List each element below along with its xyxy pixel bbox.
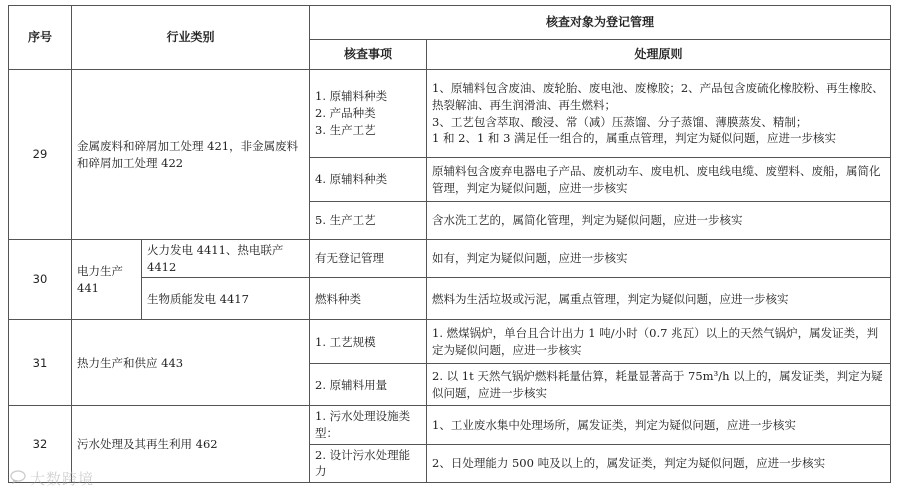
header-group: 核查对象为登记管理 [310, 6, 891, 40]
row-item: 燃料种类 [310, 278, 427, 320]
table-row [9, 406, 891, 444]
row-principle: 燃料为生活垃圾或污泥，属重点管理，判定为疑似问题，应进一步核实 [427, 278, 891, 320]
row-item: 2. 设计污水处理能力 [310, 444, 427, 482]
header-seq: 序号 [9, 6, 72, 70]
table-row [9, 70, 891, 158]
row-principle: 含水洗工艺的，属简化管理，判定为疑似问题，应进一步核实 [427, 202, 891, 240]
row-item: 4. 原辅料种类 [310, 158, 427, 202]
row-seq: 31 [9, 320, 72, 406]
row-seq: 32 [9, 406, 72, 483]
table-row [9, 278, 891, 320]
row-item: 有无登记管理 [310, 240, 427, 278]
row-principle: 如有，判定为疑似问题，应进一步核实 [427, 240, 891, 278]
header-industry: 行业类别 [72, 6, 310, 70]
row-principle: 原辅料包含废弃电器电子产品、废机动车、废电机、废电线电缆、废塑料、废船，属简化管理，判定为疑似问题，应进一步核实 [427, 158, 891, 202]
header-principle: 处理原则 [427, 40, 891, 70]
header-row [9, 6, 891, 40]
row-industry: 电力生产 441 [72, 240, 142, 320]
row-principle: 2. 以 1t 天然气锅炉燃料耗量估算，耗量显著高于 75m³/h 以上的，属发证类，判定为疑似问题，应进一步核实 [427, 364, 891, 406]
row-item: 5. 生产工艺 [310, 202, 427, 240]
row-industry: 热力生产和供应 443 [72, 320, 310, 406]
chat-bubble-icon [10, 470, 26, 488]
watermark-text: 大数跨境 [30, 470, 95, 488]
row-principle: 1、工业废水集中处理场所，属发证类，判定为疑似问题，应进一步核实 [427, 406, 891, 444]
row-principle: 1、原辅料包含废油、废轮胎、废电池、废橡胶；2、产品包含废硫化橡胶粉、再生橡胶、热裂解油、再生润滑油、再生燃料； 3、工艺包含萃取、酸浸、常（减）压蒸馏、分子蒸馏、薄膜蒸发、精制； 1 和 2、1 和 3 满足任一组合的，属重点管理，判定为疑似问题，应进一步核实 [427, 70, 891, 158]
row-principle: 1. 燃煤锅炉，单台且合计出力 1 吨/小时（0.7 兆瓦）以上的天然气锅炉，属发证类，判定为疑似问题，应进一步核实 [427, 320, 891, 364]
row-item: 2. 原辅料用量 [310, 364, 427, 406]
row-item: 1. 工艺规模 [310, 320, 427, 364]
row-subindustry: 火力发电 4411、热电联产 4412 [142, 240, 310, 278]
row-item: 1. 原辅料种类 2. 产品种类 3. 生产工艺 [310, 70, 427, 158]
header-item: 核查事项 [310, 40, 427, 70]
row-seq: 29 [9, 70, 72, 240]
row-principle: 2、日处理能力 500 吨及以上的，属发证类，判定为疑似问题，应进一步核实 [427, 444, 891, 482]
row-industry: 金属废料和碎屑加工处理 421，非金属废料和碎屑加工处理 422 [72, 70, 310, 240]
watermark [10, 468, 94, 489]
row-subindustry: 生物质能发电 4417 [142, 278, 310, 320]
table-row [9, 240, 891, 278]
row-industry: 污水处理及其再生利用 462 [72, 406, 310, 483]
row-item: 1. 污水处理设施类型： [310, 406, 427, 444]
verification-table [8, 5, 891, 483]
row-seq: 30 [9, 240, 72, 320]
table-row [9, 320, 891, 364]
